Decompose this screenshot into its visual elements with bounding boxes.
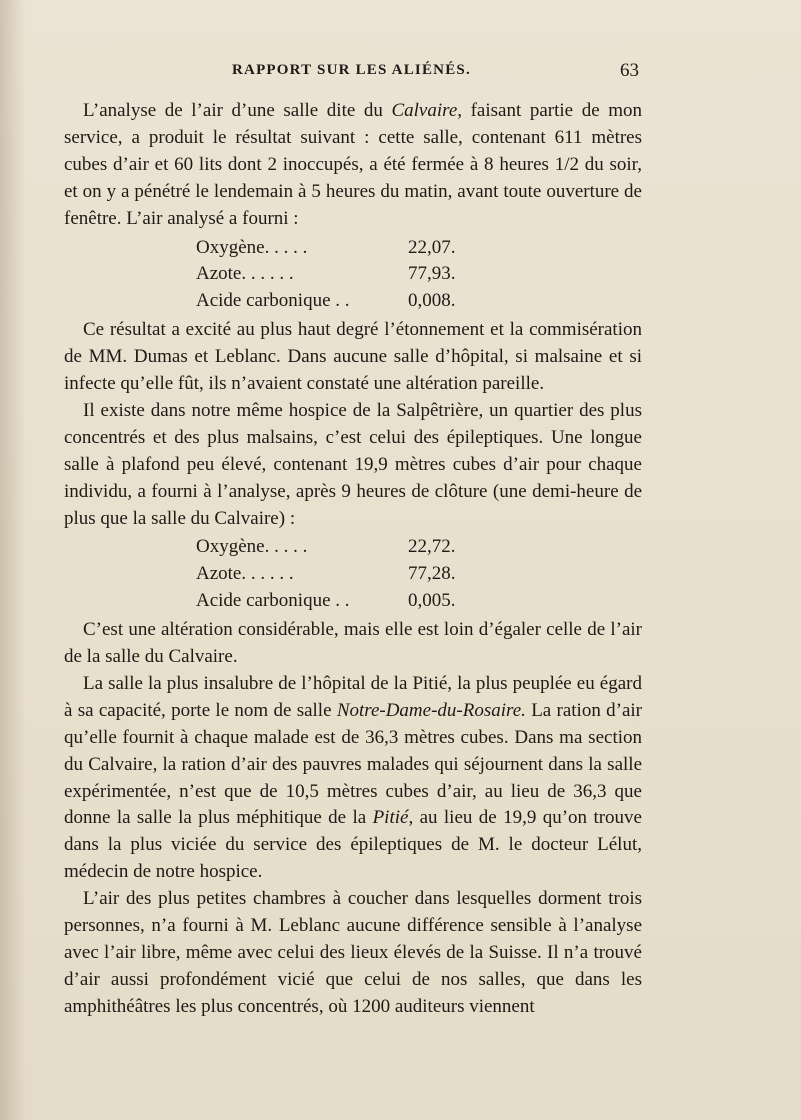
- table-label: Oxygène. . . . .: [196, 236, 308, 258]
- paragraph-6: [64, 886, 642, 1021]
- paragraph-5-italic: Notre-Dame-du-Rosaire.: [336, 699, 526, 721]
- paragraph-5: [64, 671, 642, 886]
- running-title: RAPPORT SUR LES ALIÉNÉS.: [232, 62, 471, 78]
- table-row: [196, 288, 526, 315]
- binding-shadow: [0, 0, 26, 1120]
- table-value: 22,07.: [408, 236, 456, 258]
- table-row: [196, 561, 526, 588]
- table-value: 77,28.: [408, 563, 456, 585]
- paragraph-4: [64, 617, 642, 671]
- table-row: [196, 534, 526, 561]
- table-label: Acide carbonique . .: [196, 590, 350, 612]
- paragraph-1-text-b: faisant partie de mon service, a produit le résultat suivant : cette salle, contenant 611 mètres cubes d’air et 60 lits dont 2 inoccupés, a été fermée à 8 heures 1/2 du soir, et on y a pénétré le lendemain à 5 heures du matin, avant toute ouverture de fenêtre. L’air analysé a fourni :: [64, 100, 642, 229]
- paragraph-5-italic-2: Pitié,: [372, 807, 414, 829]
- table-label: Azote. . . . . .: [196, 563, 294, 585]
- page-header: [0, 60, 801, 90]
- paragraph-3: [64, 398, 642, 533]
- body-text: [64, 98, 642, 1021]
- paragraph-6-text: L’air des plus petites chambres à coucher dans lesquelles dorment trois personnes, n’a fourni à M. Leblanc aucune différence sensible à l’analyse avec l’air libre, même avec celui des lieux élevés de la Suisse. Il n’a trouvé d’air aussi profondément vicié que celui de nos salles, que dans les amphithéâtres les plus concentrés, où 1200 auditeurs viennent: [64, 888, 642, 1017]
- paragraph-1-italic: Calvaire,: [391, 100, 463, 121]
- analysis-table-2: [196, 534, 526, 615]
- paragraph-4-text: C’est une altération considérable, mais elle est loin d’égaler celle de l’air de la salle du Calvaire.: [64, 619, 642, 668]
- table-value: 77,93.: [408, 263, 456, 285]
- paragraph-2-text: Ce résultat a excité au plus haut degré l’étonnement et la commisération de MM. Dumas et Leblanc. Dans aucune salle d’hôpital, si malsaine et si infecte qu’elle fût, ils n’avaient constaté une altération pareille.: [64, 319, 642, 395]
- table-label: Azote. . . . . .: [196, 263, 294, 285]
- table-row: [196, 261, 526, 288]
- table-row: [196, 235, 526, 262]
- table-value: 22,72.: [408, 536, 456, 558]
- table-label: Oxygène. . . . .: [196, 536, 308, 558]
- paragraph-5-text-c: au lieu de 19,9 qu’on trouve dans la plus viciée du service des épileptiques de M. le docteur Lélut, médecin de notre hospice.: [64, 807, 642, 883]
- paragraph-3-text: Il existe dans notre même hospice de la Salpêtrière, un quartier des plus concentrés et des plus malsains, c’est celui des épileptiques. Une longue salle à plafond peu élevé, contenant 19,9 mètres cubes d’air pour chaque individu, a fourni à l’analyse, après 9 heures de clôture (une demi-heure de plus que la salle du Calvaire) :: [64, 399, 642, 529]
- analysis-table-1: [196, 235, 526, 316]
- table-value: 0,008.: [408, 290, 456, 312]
- table-value: 0,005.: [408, 590, 456, 612]
- table-label: Acide carbonique . .: [196, 290, 350, 312]
- paragraph-5-text-b: La ration d’air qu’elle fournit à chaque malade est de 36,3 mètres cubes. Dans ma section du Calvaire, la ration d’air des pauvres malades qui séjournent dans la salle expérimentée, n’est que de 10,5 mètres cubes d’air, au lieu de 36,3 que donne la salle la plus méphitique de la: [64, 699, 642, 829]
- paragraph-5-text-a: La salle la plus insalubre de l’hôpital de la Pitié, la plus peuplée eu égard à sa capacité, porte le nom de salle: [64, 672, 642, 721]
- paragraph-1: [64, 98, 642, 233]
- page-number: 63: [620, 60, 639, 81]
- paragraph-1-text-a: L’analyse de l’air d’une salle dite du: [83, 100, 392, 121]
- table-row: [196, 588, 526, 615]
- paragraph-2: [64, 317, 642, 398]
